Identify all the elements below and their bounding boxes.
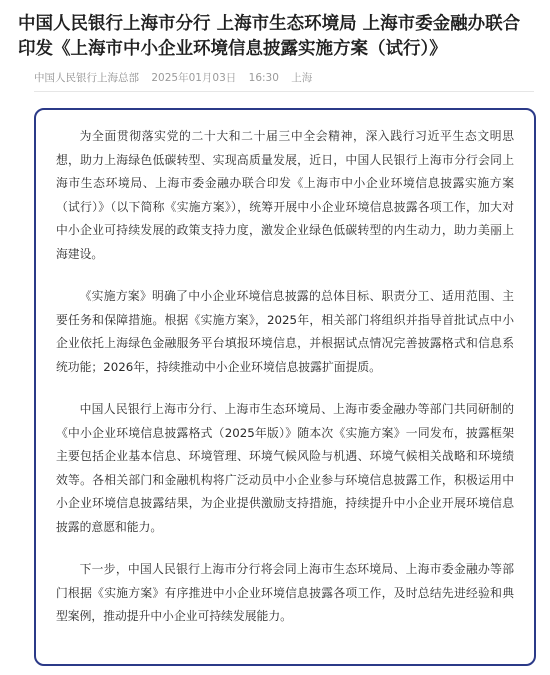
article-body [34,108,536,666]
body-paragraph-3: 中国人民银行上海市分行、上海市生态环境局、上海市委金融办等部门共同研制的《中小企业环境信息披露格式（2025年版）》随本次《实施方案》一同发布，披露框架主要包括企业基本信息、环境管理、环境气候风险与机遇、环境气候相关战略和环境绩效等。各相关部门和金融机构将广泛动员中小企业参与环境信息披露工作，积极运用中小企业环境信息披露结果，为企业提供激励支持措施，持续提升中小企业开展环境信息披露的意愿和能力。 [56,402,514,534]
meta-divider [34,91,534,92]
article-date: 2025年01月03日 [151,72,237,84]
body-paragraph-4: 下一步，中国人民银行上海市分行将会同上海市生态环境局、上海市委金融办等部门根据《实施方案》有序推进中小企业环境信息披露各项工作，及时总结先进经验和典型案例，推动提升中小企业可持续发展能力。 [56,562,514,623]
body-paragraph-2: 《实施方案》明确了中小企业环境信息披露的总体目标、职责分工、适用范围、主要任务和保障措施。根据《实施方案》，2025年，相关部门将组织并指导首批试点中小企业依托上海绿色金融服务平台填报环境信息，并根据试点情况完善披露格式和信息系统功能；2026年，持续推动中小企业环境信息披露扩面提质。 [56,289,514,374]
body-paragraph-1: 为全面贯彻落实党的二十大和二十届三中全会精神，深入践行习近平生态文明思想，助力上海绿色低碳转型、实现高质量发展，近日，中国人民银行上海市分行会同上海市生态环境局、上海市委金融办联合印发《上海市中小企业环境信息披露实施方案（试行）》（以下简称《实施方案》），统筹开展中小企业环境信息披露各项工作，加大对中小企业可持续发展的政策支持力度，激发企业绿色低碳转型的内生动力，助力美丽上海建设。 [56,129,514,261]
article-time: 16:30 [248,72,279,84]
article-source[interactable]: 中国人民银行上海总部 [34,72,139,84]
article-title: 中国人民银行上海市分行 上海市生态环境局 上海市委金融办联合印发《上海市中小企业环境信息披露实施方案（试行）》 [18,14,521,59]
article-location: 上海 [291,72,313,84]
article-meta [34,71,321,85]
